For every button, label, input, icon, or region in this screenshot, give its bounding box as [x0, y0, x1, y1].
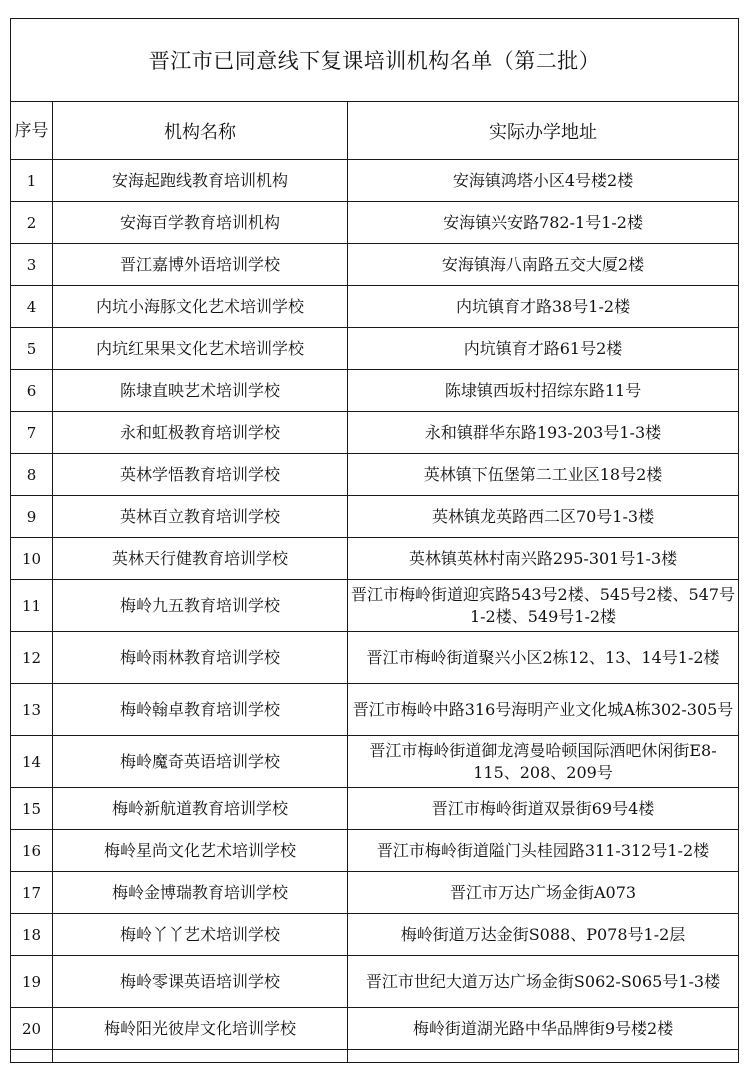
cutoff-cell	[348, 1050, 739, 1063]
row-address-cell: 安海镇鸿塔小区4号楼2楼	[348, 160, 739, 202]
row-address-cell: 陈埭镇西坂村招综东路11号	[348, 370, 739, 412]
row-name-cell: 梅岭雨林教育培训学校	[53, 632, 348, 684]
row-address-cell: 梅岭街道万达金街S088、P078号1-2层	[348, 914, 739, 956]
table-row	[11, 370, 739, 412]
row-seq-cell: 2	[11, 202, 53, 244]
row-seq-cell: 19	[11, 956, 53, 1008]
cutoff-cell	[11, 1050, 53, 1063]
row-seq-cell: 14	[11, 736, 53, 788]
row-address-cell: 晋江市梅岭街道双景街69号4楼	[348, 788, 739, 830]
row-seq-cell: 8	[11, 454, 53, 496]
row-address-cell: 英林镇英林村南兴路295-301号1-3楼	[348, 538, 739, 580]
row-seq-cell: 4	[11, 286, 53, 328]
row-seq-cell: 11	[11, 580, 53, 632]
row-seq-cell: 20	[11, 1008, 53, 1050]
row-name-cell: 永和虹极教育培训学校	[53, 412, 348, 454]
row-address-cell: 晋江市梅岭街道迎宾路543号2楼、545号2楼、547号1-2楼、549号1-2楼	[348, 580, 739, 632]
table-row	[11, 830, 739, 872]
table-body	[11, 160, 739, 1063]
table-row	[11, 454, 739, 496]
row-address-cell: 晋江市世纪大道万达广场金街S062-S065号1-3楼	[348, 956, 739, 1008]
row-seq-cell: 5	[11, 328, 53, 370]
table-row	[11, 328, 739, 370]
row-name-cell: 晋江嘉博外语培训学校	[53, 244, 348, 286]
seq-column-header: 序号	[11, 102, 53, 160]
table-row	[11, 244, 739, 286]
row-seq-cell: 15	[11, 788, 53, 830]
row-seq-cell: 18	[11, 914, 53, 956]
name-column-header: 机构名称	[53, 102, 348, 160]
row-name-cell: 英林天行健教育培训学校	[53, 538, 348, 580]
row-address-cell: 英林镇龙英路西二区70号1-3楼	[348, 496, 739, 538]
row-seq-cell: 17	[11, 872, 53, 914]
row-address-cell: 晋江市万达广场金街A073	[348, 872, 739, 914]
row-address-cell: 梅岭街道湖光路中华品牌街9号楼2楼	[348, 1008, 739, 1050]
row-address-cell: 安海镇海八南路五交大厦2楼	[348, 244, 739, 286]
table-row	[11, 496, 739, 538]
row-seq-cell: 10	[11, 538, 53, 580]
row-address-cell: 晋江市梅岭街道御龙湾曼哈顿国际酒吧休闲街E8-115、208、209号	[348, 736, 739, 788]
row-name-cell: 梅岭星尚文化艺术培训学校	[53, 830, 348, 872]
row-seq-cell: 6	[11, 370, 53, 412]
table-header-row	[11, 102, 739, 160]
row-seq-cell: 3	[11, 244, 53, 286]
row-name-cell: 内坑红果果文化艺术培训学校	[53, 328, 348, 370]
row-address-cell: 内坑镇育才路38号1-2楼	[348, 286, 739, 328]
table-row	[11, 538, 739, 580]
table-row	[11, 684, 739, 736]
row-seq-cell: 12	[11, 632, 53, 684]
table-row	[11, 580, 739, 632]
row-name-cell: 陈埭直映艺术培训学校	[53, 370, 348, 412]
row-name-cell: 安海百学教育培训机构	[53, 202, 348, 244]
row-address-cell: 安海镇兴安路782-1号1-2楼	[348, 202, 739, 244]
row-address-cell: 晋江市梅岭中路316号海明产业文化城A栋302-305号	[348, 684, 739, 736]
cutoff-cell	[53, 1050, 348, 1063]
row-name-cell: 梅岭九五教育培训学校	[53, 580, 348, 632]
row-address-cell: 永和镇群华东路193-203号1-3楼	[348, 412, 739, 454]
address-column-header: 实际办学地址	[348, 102, 739, 160]
row-seq-cell: 16	[11, 830, 53, 872]
institution-list-table	[10, 18, 739, 1063]
row-address-cell: 内坑镇育才路61号2楼	[348, 328, 739, 370]
row-name-cell: 安海起跑线教育培训机构	[53, 160, 348, 202]
row-address-cell: 晋江市梅岭街道聚兴小区2栋12、13、14号1-2楼	[348, 632, 739, 684]
document-title: 晋江市已同意线下复课培训机构名单（第二批）	[11, 19, 739, 102]
row-seq-cell: 9	[11, 496, 53, 538]
row-name-cell: 英林百立教育培训学校	[53, 496, 348, 538]
row-name-cell: 梅岭丫丫艺术培训学校	[53, 914, 348, 956]
row-seq-cell: 7	[11, 412, 53, 454]
row-name-cell: 内坑小海豚文化艺术培训学校	[53, 286, 348, 328]
table-row	[11, 202, 739, 244]
row-name-cell: 梅岭金博瑞教育培训学校	[53, 872, 348, 914]
row-seq-cell: 1	[11, 160, 53, 202]
row-address-cell: 英林镇下伍堡第二工业区18号2楼	[348, 454, 739, 496]
row-name-cell: 梅岭魔奇英语培训学校	[53, 736, 348, 788]
table-row	[11, 956, 739, 1008]
table-row	[11, 1008, 739, 1050]
table-row-cutoff	[11, 1050, 739, 1063]
table-row	[11, 736, 739, 788]
table-row	[11, 632, 739, 684]
table-row	[11, 914, 739, 956]
row-name-cell: 梅岭阳光彼岸文化培训学校	[53, 1008, 348, 1050]
table-row	[11, 160, 739, 202]
table-row	[11, 872, 739, 914]
row-address-cell: 晋江市梅岭街道隘门头桂园路311-312号1-2楼	[348, 830, 739, 872]
row-name-cell: 梅岭新航道教育培训学校	[53, 788, 348, 830]
table-row	[11, 286, 739, 328]
table-row	[11, 788, 739, 830]
row-name-cell: 梅岭零课英语培训学校	[53, 956, 348, 1008]
row-name-cell: 梅岭翰卓教育培训学校	[53, 684, 348, 736]
row-seq-cell: 13	[11, 684, 53, 736]
table-row	[11, 412, 739, 454]
row-name-cell: 英林学悟教育培训学校	[53, 454, 348, 496]
